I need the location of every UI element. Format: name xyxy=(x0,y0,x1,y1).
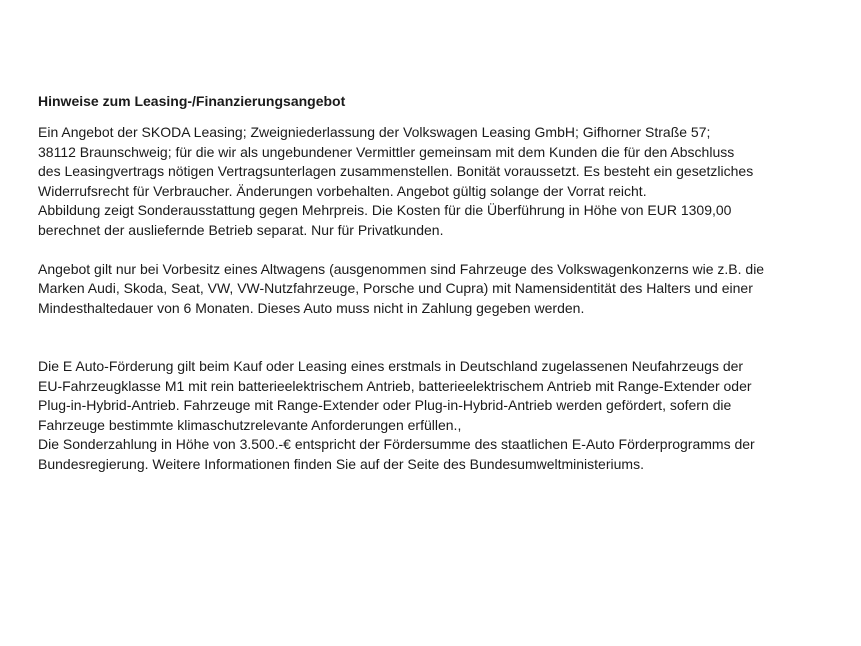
notes-heading: Hinweise zum Leasing-/Finanzierungsangebot xyxy=(38,93,346,109)
trade-in-condition-paragraph: Angebot gilt nur bei Vorbesitz eines Altwagens (ausgenommen sind Fahrzeuge des Volkswagenkonzerns wie z.B. die Marken Audi, Skoda, Seat, VW, VW-Nutzfahrzeuge, Porsche und Cupra) mit Namensidentität des Halters und einer Mindesthaltedauer von 6 Monaten. Dieses Auto muss nicht in Zahlung gegeben werden. xyxy=(38,260,765,316)
paragraph-spacer xyxy=(38,240,831,260)
paragraph-spacer xyxy=(38,318,831,357)
ev-subsidy-paragraph: Die E Auto-Förderung gilt beim Kauf oder Leasing eines erstmals in Deutschland zugelassenen Neufahrzeugs der EU-Fahrzeugklasse M1 mit rein batterieelektrischem Antrieb, batterieelektrischem Antrieb mit Range-Extender oder Plug-in-Hybrid-Antrieb. Fahrzeuge mit Range-Extender oder Plug-in-Hybrid-Antrieb werden gefördert, sofern die Fahrzeuge bestimmte klimaschutzrelevante Anforderungen erfüllen., Die Sonderzahlung in Höhe von 3.500.-€ entspricht der Fördersumme des staatlichen E-Auto Förderprogramms der Bundesregierung. Weitere Informationen finden Sie auf der Seite des Bundesumweltministeriums. xyxy=(38,358,755,472)
leasing-offer-paragraph: Ein Angebot der SKODA Leasing; Zweigniederlassung der Volkswagen Leasing GmbH; Gifhorner Straße 57; 38112 Braunschweig; für die wir als ungebundener Vermittler gemeinsam mit dem Kunden die für den Abschluss des Leasingvertrags nötigen Vertragsunterlagen zusammenstellen. Bonität voraussetzt. Es besteht ein gesetzliches Widerrufsrecht für Verbraucher. Änderungen vorbehalten. Angebot gültig solange der Vorrat reicht. Abbildung zeigt Sonderausstattung gegen Mehrpreis. Die Kosten für die Überführung in Höhe von EUR 1309,00 berechnet der ausliefernde Betrieb separat. Nur für Privatkunden. xyxy=(38,124,754,238)
